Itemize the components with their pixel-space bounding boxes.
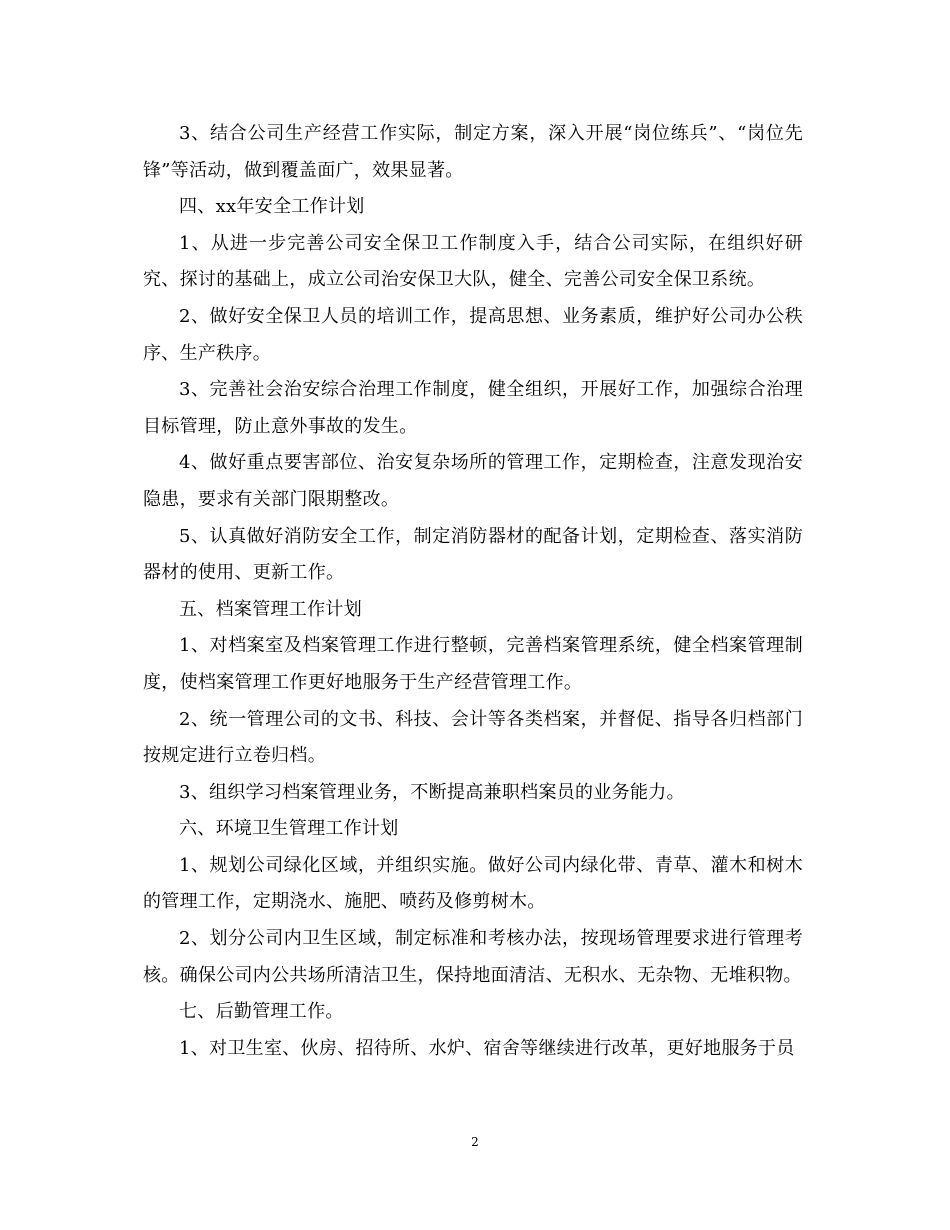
paragraph-safety-5: 5、认真做好消防安全工作，制定消防器材的配备计划，定期检查、落实消防器材的使用、更新工作。 bbox=[143, 525, 803, 584]
paragraph-archive-3: 3、组织学习档案管理业务，不断提高兼职档案员的业务能力。 bbox=[179, 781, 685, 803]
paragraph-environment-1: 1、规划公司绿化区域，并组织实施。做好公司内绿化带、青草、灌木和树木的管理工作，定期浇水、施肥、喷药及修剪树木。 bbox=[143, 854, 803, 913]
paragraph-safety-1: 1、从进一步完善公司安全保卫工作制度入手，结合公司实际，在组织好研究、探讨的基础上，成立公司治安保卫大队，健全、完善公司安全保卫系统。 bbox=[143, 232, 803, 291]
paragraph-item-3-promotion: 3、结合公司生产经营工作实际，制定方案，深入开展“岗位练兵”、“岗位先锋”等活动，做到覆盖面广，效果显著。 bbox=[143, 123, 803, 181]
section-heading-environment-plan: 六、环境卫生管理工作计划 bbox=[179, 818, 399, 840]
section-heading-archive-plan: 五、档案管理工作计划 bbox=[179, 598, 362, 620]
paragraph-archive-2: 2、统一管理公司的文书、科技、会计等各类档案，并督促、指导各归档部门按规定进行立卷归档。 bbox=[143, 708, 803, 767]
paragraph-safety-3: 3、完善社会治安综合治理工作制度，健全组织，开展好工作，加强综合治理目标管理，防止意外事故的发生。 bbox=[143, 379, 803, 437]
section-heading-safety-plan: 四、xx年安全工作计划 bbox=[179, 196, 365, 218]
paragraph-logistics-1: 1、对卫生室、伙房、招待所、水炉、宿舍等继续进行改革，更好地服务于员 bbox=[179, 1037, 795, 1059]
paragraph-environment-2: 2、划分公司内卫生区域，制定标准和考核办法，按现场管理要求进行管理考核。确保公司内公共场所清洁卫生，保持地面清洁、无积水、无杂物、无堆积物。 bbox=[143, 928, 803, 986]
paragraph-safety-4: 4、做好重点要害部位、治安复杂场所的管理工作，定期检查，注意发现治安隐患，要求有关部门限期整改。 bbox=[143, 452, 803, 510]
page-number: 2 bbox=[471, 1135, 479, 1149]
section-heading-logistics: 七、后勤管理工作。 bbox=[179, 1001, 344, 1023]
document-body bbox=[143, 116, 803, 1067]
paragraph-safety-2: 2、做好安全保卫人员的培训工作，提高思想、业务素质，维护好公司办公秩序、生产秩序。 bbox=[143, 305, 803, 364]
paragraph-archive-1: 1、对档案室及档案管理工作进行整顿，完善档案管理系统，健全档案管理制度，使档案管理工作更好地服务于生产经营管理工作。 bbox=[143, 635, 803, 693]
